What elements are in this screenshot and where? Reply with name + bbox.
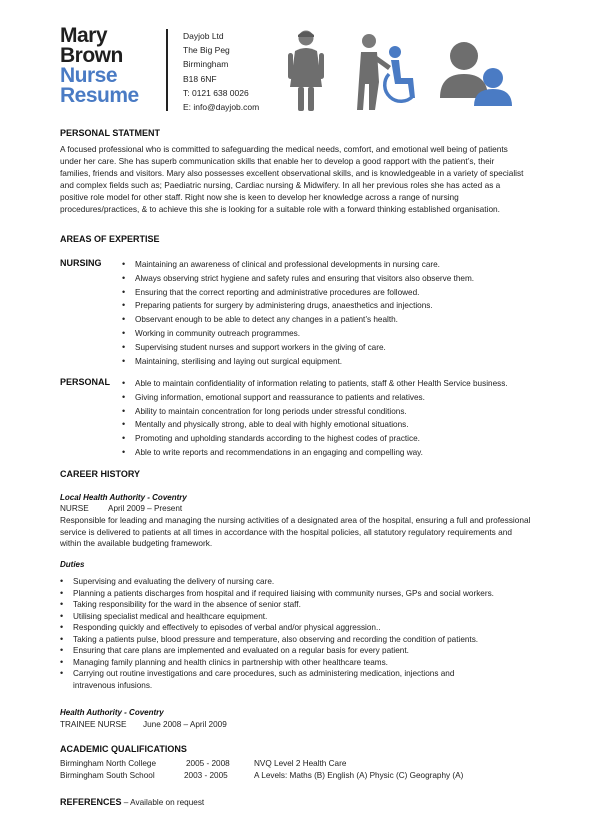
academic-heading: ACADEMIC QUALIFICATIONS (60, 744, 187, 754)
statement-line: families, friends and visitors. Mary also possesses excellent observational skills, and is knowledgeable in a variety of specialist (60, 168, 524, 178)
title-resume: Resume (60, 84, 139, 107)
list-item-continuation: intravenous infusions. (73, 680, 153, 690)
job1-employer: Local Health Authority - Coventry (60, 493, 187, 502)
address-line: Dayjob Ltd (183, 31, 224, 41)
career-heading: CAREER HISTORY (60, 469, 141, 479)
title-nurse: Nurse (60, 64, 118, 87)
list-item: • Ability to maintain concentration for long periods under stressful conditions. (122, 405, 508, 419)
list-item: • Able to write reports and recommendations in an engaging and compelling way. (122, 446, 508, 460)
personal-statement-heading: PERSONAL STATMENT (60, 128, 161, 138)
list-item: • Carrying out routine investigations and care procedures, such as administering medication, injections and (60, 668, 494, 680)
qualification-2: A Levels: Maths (B) English (A) Physic (C) Geography (A) (254, 771, 464, 780)
job1-desc-line: within the available budgeting framework. (60, 538, 213, 548)
address-line: Birmingham (183, 59, 229, 70)
contact-address (183, 29, 259, 114)
nursing-list (122, 258, 474, 368)
list-item: • Ensuring that the correct reporting and administrative procedures are followed. (122, 286, 474, 300)
resume-title (60, 26, 139, 106)
list-item: • Managing family planning and health clinics in partnership with other healthcare teams. (60, 657, 494, 669)
patient-care-icon (355, 32, 421, 112)
users-icon (440, 40, 512, 106)
list-item: • Supervising student nurses and support workers in the giving of care. (122, 341, 474, 355)
list-item: • Preparing patients for surgery by administering drugs, anaesthetics and injections. (122, 299, 474, 313)
list-item: • Taking responsibility for the ward in the absence of senior staff. (60, 599, 494, 611)
list-item: • Responding quickly and effectively to episodes of verbal and/or physical aggression.. (60, 622, 494, 634)
references (60, 797, 204, 807)
expertise-heading: AREAS OF EXPERTISE (60, 234, 160, 244)
references-text: – Available on request (121, 798, 205, 807)
statement-line: under her care. She has superb communication skills that enable her to develop a good rapport with the patient’s, their (60, 156, 495, 166)
list-item: • Taking a patients pulse, blood pressure and temperature, also observing and recording the condition of patients. (60, 634, 494, 646)
address-line: B18 6NF (183, 73, 217, 84)
list-item: • Mentally and physically strong, able to deal with highly emotional situations. (122, 418, 508, 432)
duties-heading: Duties (60, 560, 85, 569)
nursing-label: NURSING (60, 258, 102, 268)
list-item: • Giving information, emotional support and reassurance to patients and relatives. (122, 391, 508, 405)
school-2: Birmingham South School (60, 771, 155, 780)
list-item: • Utilising specialist medical and healthcare equipment. (60, 611, 494, 623)
job1-desc-line: service is delivered to patients at all times in accordance with the hospital policies, all statutory regulatory requirements and (60, 526, 512, 537)
statement-line: and complex fields such as; Paediatric nursing, Cardiac nursing & Midwifery. In all her previous roles she has acted as a (60, 180, 501, 190)
list-item: • Planning a patients discharges from hospital and if required liaising with community nurses, GPs and social workers. (60, 588, 494, 600)
job1-dates: April 2009 – Present (108, 504, 183, 513)
list-item: • Able to maintain confidentiality of information relating to patients, staff & other Health Service business. (122, 377, 508, 391)
name-last: Brown (60, 44, 123, 67)
duties-list (60, 576, 494, 691)
statement-line: A focused professional who is committed to safeguarding the medical needs, comfort, and emotional well being of patients (60, 144, 508, 154)
job1-role: NURSE (60, 504, 89, 513)
job2-role: TRAINEE NURSE (60, 720, 127, 729)
list-item: • Ensuring that care plans are implemented and evaluated on a regular basis for every patient. (60, 645, 494, 657)
job1-description (60, 515, 530, 550)
phone-line: T: 0121 638 0026 (183, 87, 249, 98)
nurse-icon (286, 29, 326, 113)
header-divider (166, 29, 168, 111)
job1-desc-line: Responsible for leading and managing the nursing activities of a designated area of the hospital, ensuring a full and professional (60, 515, 531, 525)
list-item: • Maintaining an awareness of clinical and professional developments in nursing care. (122, 258, 474, 272)
personal-list (122, 377, 508, 460)
job2-employer: Health Authority - Coventry (60, 708, 164, 717)
years-1: 2005 - 2008 (186, 759, 230, 768)
list-item: • Working in community outreach programmes. (122, 327, 474, 341)
address-line: The Big Peg (183, 45, 230, 56)
statement-line: procedures/practices, & to achieve this she is looking for a suitable role with a forward thinking established organisation. (60, 204, 500, 214)
statement-line: positive role model for other staff. Right now she is keen to develop her knowledge across a range of nursing (60, 192, 459, 202)
references-heading: REFERENCES (60, 797, 122, 807)
qualification-1: NVQ Level 2 Health Care (254, 759, 347, 768)
years-2: 2003 - 2005 (184, 771, 228, 780)
school-1: Birmingham North College (60, 759, 157, 768)
list-item: • Supervising and evaluating the delivery of nursing care. (60, 576, 494, 588)
list-item: • Observant enough to be able to detect any changes in a patient’s health. (122, 313, 474, 327)
list-item: • Always observing strict hygiene and safety rules and ensuring that visitors also observe them. (122, 272, 474, 286)
job2-dates: June 2008 – April 2009 (143, 720, 227, 729)
name-first: Mary (60, 24, 108, 47)
personal-label: PERSONAL (60, 377, 111, 387)
list-item: • Maintaining, sterilising and laying out surgical equipment. (122, 355, 474, 369)
personal-statement-text (60, 143, 523, 215)
list-item: • Promoting and upholding standards according to the highest codes of practice. (122, 432, 508, 446)
email-line: E: info@dayjob.com (183, 102, 260, 113)
